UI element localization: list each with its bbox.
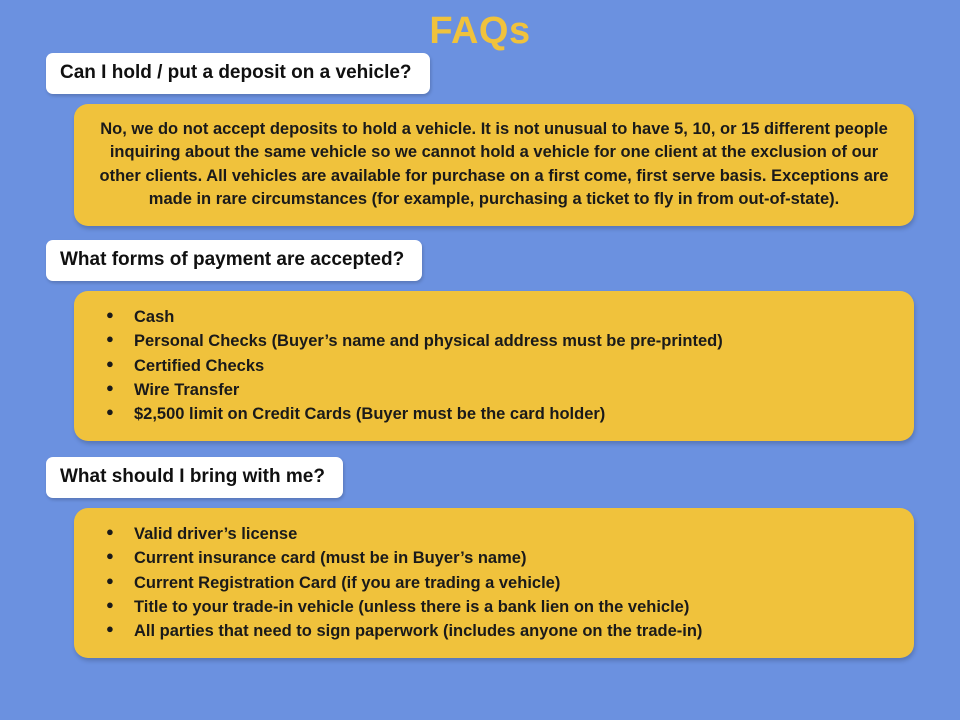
list-item: ● Current insurance card (must be in Buyer’s name) — [92, 546, 896, 570]
faq-item-2 — [0, 240, 960, 441]
list-item: ● Title to your trade-in vehicle (unless there is a bank lien on the vehicle) — [92, 595, 896, 619]
faq-question-3: What should I bring with me? — [46, 457, 343, 498]
faq-answer-3 — [74, 508, 914, 658]
list-item: ● Current Registration Card (if you are trading a vehicle) — [92, 571, 896, 595]
faq-question-2: What forms of payment are accepted? — [46, 240, 422, 281]
payment-methods-list — [92, 305, 896, 427]
spacer-1 — [0, 226, 960, 240]
spacer-2 — [0, 441, 960, 457]
faq-question-1: Can I hold / put a deposit on a vehicle? — [46, 53, 430, 94]
faq-item-3 — [0, 457, 960, 658]
page-title: FAQs — [429, 10, 531, 52]
list-item: ● Cash — [92, 305, 896, 329]
faq-answer-2 — [74, 291, 914, 441]
faq-answer-1: No, we do not accept deposits to hold a vehicle. It is not unusual to have 5, 10, or 15 different people inquiring about the same vehicle so we cannot hold a vehicle for one client at the exclusion of our other clients. All vehicles are available for purchase on a first come, first serve basis. Exceptions are made in rare circumstances (for example, purchasing a ticket to fly in from out-of-state). — [74, 104, 914, 226]
list-item: ● Certified Checks — [92, 354, 896, 378]
faq-item-1 — [0, 53, 960, 226]
list-item: ● Wire Transfer — [92, 378, 896, 402]
list-item: ● Valid driver’s license — [92, 522, 896, 546]
bring-with-you-list — [92, 522, 896, 644]
list-item: ● All parties that need to sign paperwork (includes anyone on the trade-in) — [92, 619, 896, 643]
list-item: ● $2,500 limit on Credit Cards (Buyer must be the card holder) — [92, 402, 896, 426]
list-item: ● Personal Checks (Buyer’s name and physical address must be pre-printed) — [92, 329, 896, 353]
